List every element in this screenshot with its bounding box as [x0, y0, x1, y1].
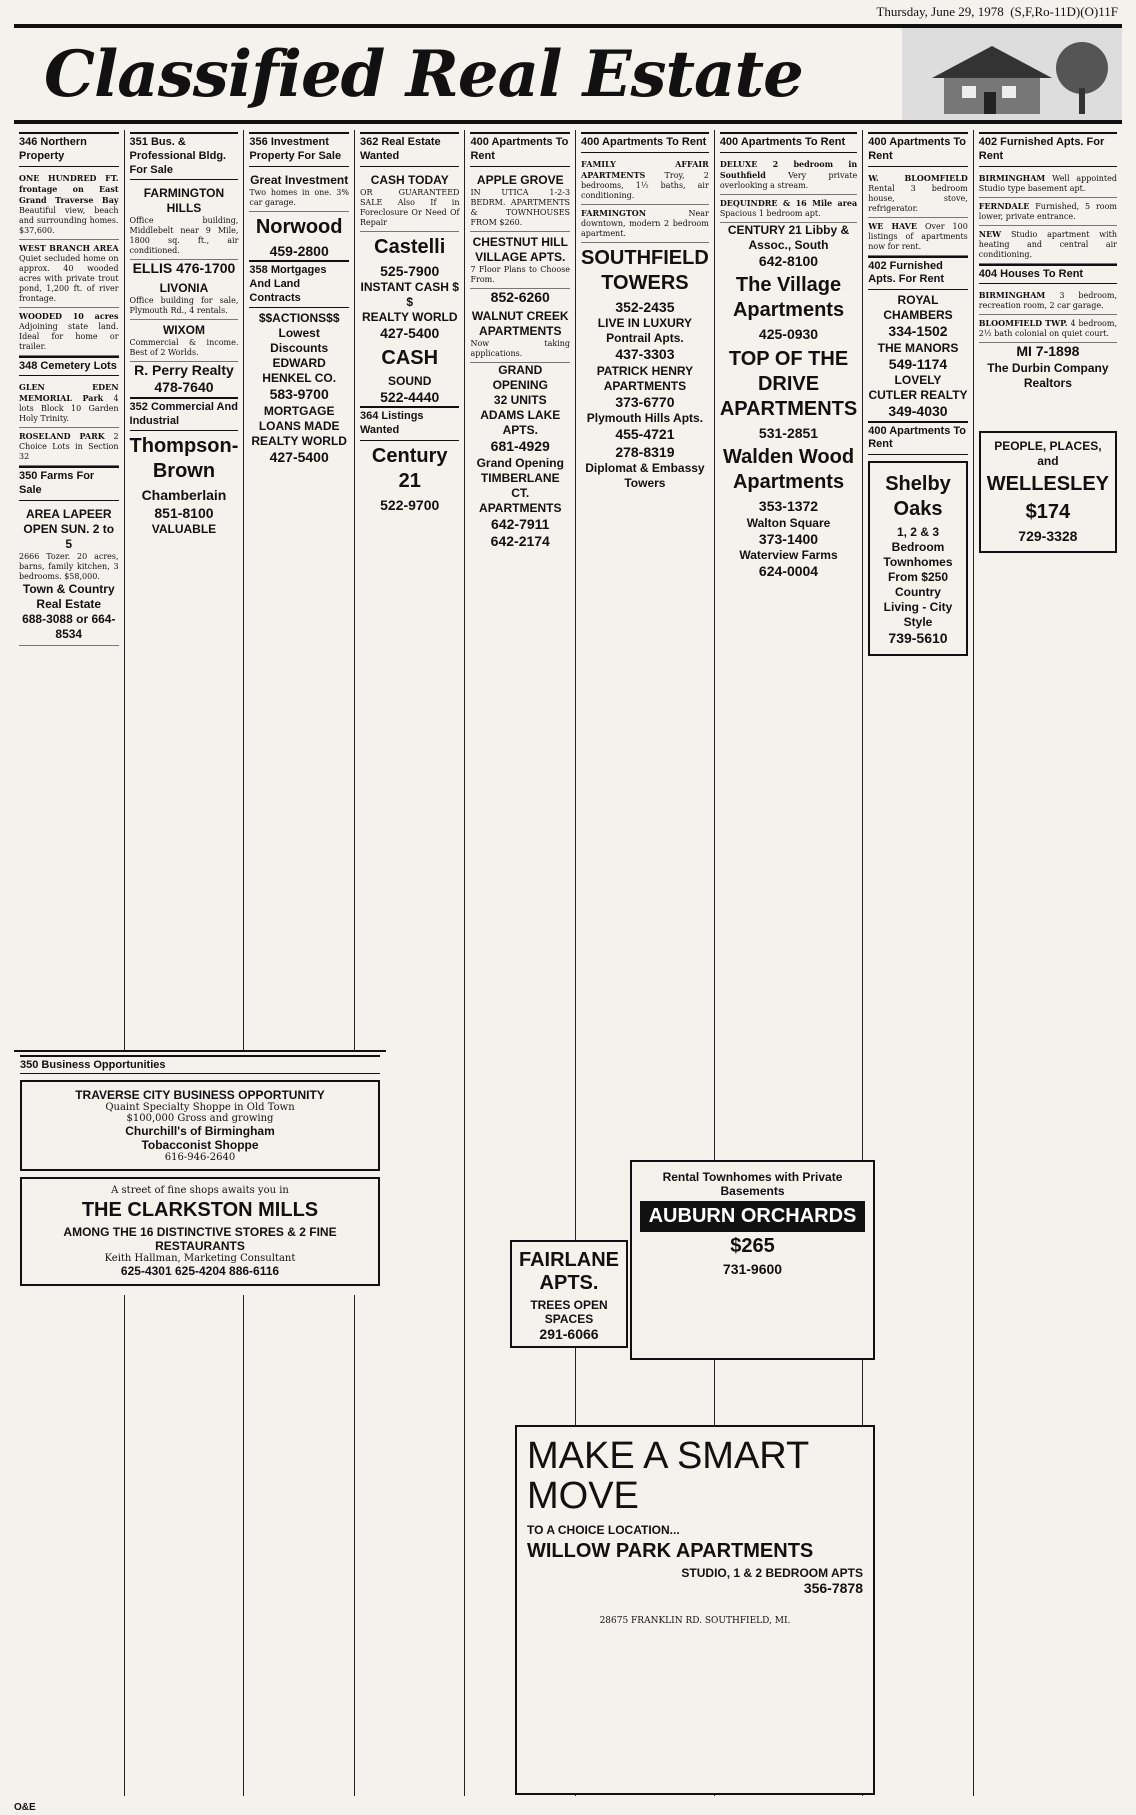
agent: Century 21: [371, 444, 448, 492]
feature-headline: THE MANORS: [877, 340, 959, 355]
phone: 583-9700: [269, 386, 329, 403]
listing: BIRMINGHAM 3 bedroom, recreation room, 2 car garage.: [979, 287, 1117, 315]
feature-listing: AREA LAPEER OPEN SUN. 2 to 5 2666 Tozer. 20 acres, barns, family kitchen, 3 bedrooms. $58,000. Town & Country Real Estate 688-3088 or 664-8534: [19, 504, 119, 646]
section-heading: 348 Cemetery Lots: [19, 356, 119, 377]
feature-headline: Waterview Farms: [739, 548, 838, 563]
listing: NEW Studio apartment with heating and central air conditioning.: [979, 226, 1117, 264]
phone: 642-8100: [758, 252, 819, 269]
column-2: [125, 130, 245, 1796]
phone: MI 7-1898: [1016, 343, 1080, 360]
willow-park-ad: MAKE A SMART MOVE TO A CHOICE LOCATION... WILLOW PARK APARTMENTS STUDIO, 1 & 2 BEDROOM APTS 356-7878 28675 FRANKLIN RD. SOUTHFIELD, MI.: [515, 1425, 875, 1795]
phone: 427-5400: [380, 325, 440, 341]
house-illustration: [902, 28, 1122, 120]
section-heading: 352 Commercial And Industrial: [130, 397, 239, 432]
phone: 642-2174: [490, 533, 550, 549]
listing: GLEN EDEN MEMORIAL Park 4 lots Block 10 Garden Holy Trinity.: [19, 379, 119, 428]
traverse-city-ad: TRAVERSE CITY BUSINESS OPPORTUNITY Quaint Specialty Shoppe in Old Town $100,000 Gross and growing Churchill's of Birmingham Tobacconist Shoppe 616-946-2640: [20, 1080, 380, 1171]
feature-headline: VALUABLE: [151, 522, 217, 537]
column-4: [355, 130, 466, 1796]
phone: 531-2851: [758, 424, 819, 441]
section-heading: 400 Apartments To Rent: [581, 132, 709, 153]
listing: BLOOMFIELD TWP. 4 bedroom, 2½ bath colonial on quiet court.: [979, 315, 1117, 343]
listing: WALNUT CREEK APARTMENTS Now taking applications.: [470, 306, 570, 363]
feature-headline: Diplomat & Embassy Towers: [585, 461, 705, 491]
listing: Great Investment Two homes in one. 3% car garage.: [249, 170, 349, 212]
listing: ONE HUNDRED FT. frontage on East Grand Traverse Bay Beautiful view, beach and surrounding homes. $37,600.: [19, 170, 119, 240]
listing: CHESTNUT HILL VILLAGE APTS. 7 Floor Plans to Choose From.: [470, 232, 570, 289]
agent: EDWARD HENKEL CO.: [262, 356, 337, 386]
fairlane-ad: FAIRLANE APTS. TREES OPEN SPACES 291-6066: [510, 1240, 628, 1348]
feature-headline: LIVE IN LUXURY Pontrail Apts.: [597, 316, 693, 346]
section-heading: 400 Apartments To Rent: [470, 132, 570, 167]
feature-headline: INSTANT CASH $ $: [360, 280, 459, 309]
section-heading: 362 Real Estate Wanted: [360, 132, 460, 167]
agent: REALTY WORLD: [251, 433, 347, 448]
listing: APPLE GROVE IN UTICA 1-2-3 BEDRM. APARTMENTS & TOWNHOUSES FROM $260.: [470, 170, 570, 232]
listing: FARMINGTON HILLS Office building, Middlebelt near 9 Mile, 1800 sq. ft., air conditioned.: [130, 183, 239, 260]
section-heading: 400 Apartments To Rent: [720, 132, 857, 153]
agent: The Durbin Company Realtors: [987, 360, 1109, 390]
listing: ROSELAND PARK 2 Choice Lots in Section 32: [19, 428, 119, 466]
feature-headline: $$ACTIONS$$ Lowest Discounts: [258, 311, 340, 356]
listing: FAMILY AFFAIR APARTMENTS Troy, 2 bedrooms, 1½ baths, air conditioning.: [581, 156, 709, 205]
date-line: Thursday, June 29, 1978 (S,F,Ro-11D)(O)11F: [876, 4, 1118, 19]
feature-headline: Plymouth Hills Apts.: [586, 411, 704, 426]
listing: CASH TODAY OR GUARANTEED SALE Also If in Foreclosure Or Need Of Repair: [360, 170, 460, 232]
phone: 522-4440: [380, 388, 440, 405]
feature-headline: The Village Apartments: [732, 274, 845, 322]
feature-headline: Walton Square: [746, 515, 831, 530]
agent: Thompson-Brown: [129, 435, 239, 483]
column-3: [244, 130, 355, 1796]
phone: 427-5400: [269, 448, 329, 465]
listing: WE HAVE Over 100 listings of apartments now for rent.: [868, 218, 968, 256]
listing: FERNDALE Furnished, 5 room lower, private entrance.: [979, 198, 1117, 226]
realty-name: Town & Country Real Estate: [22, 581, 115, 611]
phone: 525-7900: [380, 262, 440, 279]
listing: BIRMINGHAM Well appointed Studio type basement apt.: [979, 170, 1117, 198]
feature-headline: PATRICK HENRY APARTMENTS: [596, 363, 694, 393]
agent: CENTURY 21 Libby & Assoc., South: [727, 222, 850, 252]
phone: 455-4721: [615, 426, 675, 443]
agent: Castelli: [374, 235, 446, 258]
shelby-oaks-ad: Shelby Oaks 1, 2 & 3 Bedroom Townhomes From $250 Country Living - City Style 739-5610: [868, 461, 968, 656]
listing: W. BLOOMFIELD Rental 3 bedroom house, stove, refrigerator.: [868, 170, 968, 218]
listing: LIVONIA Office building for sale, Plymouth Rd., 4 rentals.: [130, 278, 239, 320]
phone: 549-1174: [888, 355, 948, 372]
phone: 373-1400: [758, 530, 819, 547]
feature-headline: GRAND OPENING: [492, 363, 548, 392]
section-heading: 351 Bus. & Professional Bldg. For Sale: [130, 132, 239, 180]
phone: 349-4030: [888, 403, 948, 419]
auburn-orchards-ad: Rental Townhomes with Private Basements AUBURN ORCHARDS $265 731-9600: [630, 1160, 875, 1360]
agent: REALTY WORLD: [361, 310, 458, 324]
agent: R. Perry Realty 478-7640: [134, 361, 234, 396]
phone: 459-2800: [269, 242, 329, 259]
phone: 373-6770: [615, 393, 675, 410]
listing: WOODED 10 acres Adjoining state land. Ideal for home or trailer.: [19, 308, 119, 356]
feature-headline: MORTGAGE LOANS MADE: [258, 403, 340, 433]
phone: 642-7911: [491, 515, 550, 532]
listing: WEST BRANCH AREA Quiet secluded home on approx. 40 wooded acres with private trout pond, 1,200 ft. of river frontage.: [19, 240, 119, 308]
listing: DELUXE 2 bedroom in Southfield Very private overlooking a stream.: [720, 156, 857, 195]
agent: SOUND: [388, 373, 432, 388]
phone: 681-4929: [490, 438, 550, 454]
feature-headline: SOUTHFIELD TOWERS: [581, 246, 709, 294]
agent: Norwood: [255, 215, 343, 238]
masthead: [14, 24, 1122, 124]
feature-headline: LOVELY: [894, 373, 942, 387]
column-8: [863, 130, 974, 1796]
column-9: [974, 130, 1122, 1796]
section-heading: 402 Furnished Apts. For Rent: [979, 132, 1117, 167]
agent: CUTLER REALTY: [868, 388, 968, 402]
listing: FARMINGTON Near downtown, modern 2 bedroom apartment.: [581, 205, 709, 243]
phone: 352-2435: [615, 298, 675, 315]
phone: 353-1372: [758, 498, 819, 515]
section-heading: 364 Listings Wanted: [360, 406, 460, 441]
phone: 425-0930: [758, 326, 819, 343]
section-heading: 402 Furnished Apts. For Rent: [868, 256, 968, 291]
wellesley-ad: PEOPLE, PLACES, and WELLESLEY $174 729-3328: [979, 431, 1117, 554]
clarkston-mills-ad: A street of fine shops awaits you in THE CLARKSTON MILLS AMONG THE 16 DISTINCTIVE STORES & 2 FINE RESTAURANTS Keith Hallman, Marketing Consultant 625-4301 625-4204 886-6116: [20, 1177, 380, 1286]
listing: DEQUINDRE & 16 Mile area Spacious 1 bedroom apt.: [720, 195, 857, 223]
section-heading: 404 Houses To Rent: [979, 264, 1117, 285]
footer-mark: O&E: [14, 1802, 36, 1813]
business-opportunities-block: 350 Business Opportunities TRAVERSE CITY BUSINESS OPPORTUNITY Quaint Specialty Shoppe in Old Town $100,000 Gross and growing Churchill's of Birmingham Tobacconist Shoppe 616-946-2640 A street of fine shops awaits you in THE CLARKSTON MILLS AMONG THE 16 DISTINCTIVE STORES & 2 FINE RESTAURANTS Keith Hallman, Marketing Consultant 625-4301 625-4204 886-6116: [14, 1050, 386, 1295]
phone: 437-3303: [615, 346, 675, 363]
column-1: [14, 130, 125, 1796]
page-title: Classified Real Estate: [44, 36, 803, 112]
agent: ROYAL CHAMBERS: [883, 293, 953, 322]
agent: ELLIS 476-1700: [132, 260, 236, 277]
feature-headline: CASH: [381, 346, 439, 369]
section-heading: 400 Apartments To Rent: [868, 132, 968, 167]
agent: Chamberlain 851-8100: [141, 487, 227, 521]
phone: 624-0004: [758, 563, 819, 580]
listing: WIXOM Commercial & income. Best of 2 Worlds.: [130, 320, 239, 362]
phone: 278-8319: [615, 443, 675, 460]
phone: 852-6260: [490, 288, 550, 305]
section-heading: 350 Farms For Sale: [19, 466, 119, 501]
feature-body: 32 UNITS ADAMS LAKE APTS.: [480, 393, 561, 437]
section-heading: 356 Investment Property For Sale: [249, 132, 349, 167]
feature-headline: Walden Wood Apartments: [722, 446, 855, 494]
phone: 522-9700: [380, 496, 440, 513]
phone: 334-1502: [888, 323, 948, 339]
section-heading: 346 Northern Property: [19, 132, 119, 167]
phone: 688-3088 or 664-8534: [22, 611, 116, 641]
section-heading: 358 Mortgages And Land Contracts: [249, 260, 349, 308]
feature-headline: Grand Opening TIMBERLANE CT. APARTMENTS: [476, 455, 564, 515]
section-heading: 400 Apartments To Rent: [868, 421, 968, 456]
feature-headline: TOP OF THE DRIVE APARTMENTS: [719, 347, 858, 420]
